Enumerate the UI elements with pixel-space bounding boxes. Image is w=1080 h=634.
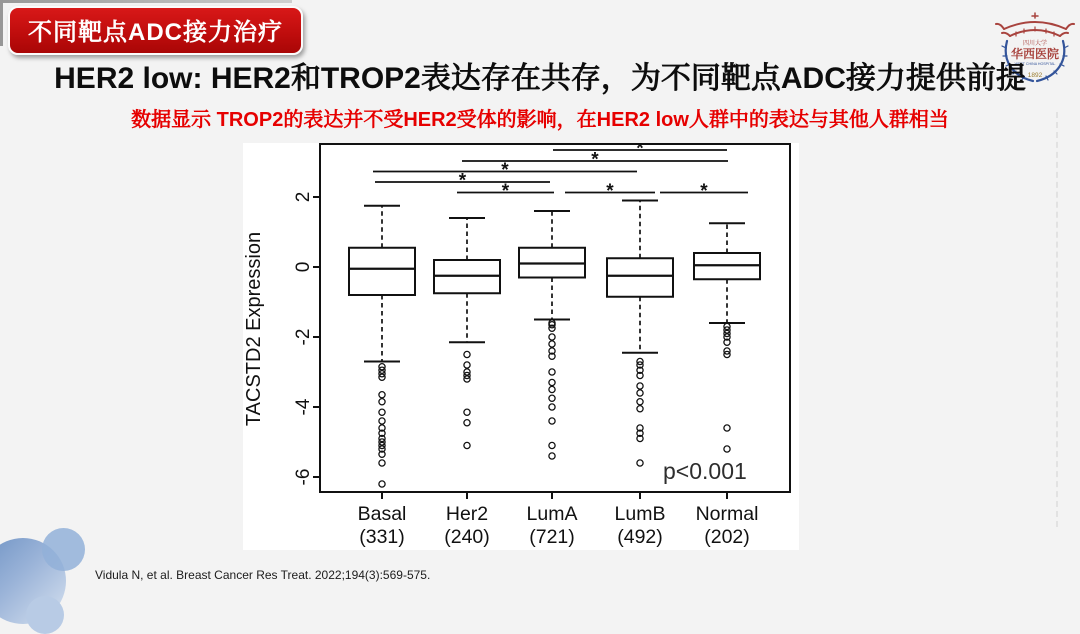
svg-text:*: * [700, 181, 708, 202]
boxplot-svg [243, 143, 799, 550]
logo-university-text: 四川大学 [1022, 41, 1048, 47]
svg-text:*: * [606, 181, 614, 202]
screen-edge-top [0, 0, 292, 3]
axes [243, 144, 790, 499]
svg-text:Normal: Normal [695, 503, 759, 525]
svg-text:Her2: Her2 [445, 503, 489, 525]
svg-text:*: * [591, 149, 599, 171]
decorative-circle-small [42, 528, 85, 571]
logo-hospital-text: 华西医院 [1010, 47, 1060, 61]
svg-text:(240): (240) [444, 526, 490, 548]
svg-text:(492): (492) [617, 526, 663, 548]
svg-text:2: 2 [293, 191, 314, 203]
logo-english-text: WEST CHINA HOSPITAL [1014, 62, 1056, 66]
slide-title: HER2 low: HER2和TROP2表达存在共存，为不同靶点ADC接力提供前提 [54, 62, 1026, 95]
svg-text:LumB: LumB [614, 503, 666, 525]
svg-text:(331): (331) [359, 526, 405, 548]
decorative-circle-tiny [26, 596, 64, 634]
logo-year-text: 1892 [1027, 72, 1043, 79]
svg-text:(202): (202) [704, 526, 750, 548]
svg-text:Basal: Basal [357, 503, 407, 525]
trop2-expression-boxplot [243, 143, 799, 550]
dashed-guideline [1056, 112, 1058, 527]
slide-subtitle: 数据显示 TROP2的表达并不受HER2受体的影响，在HER2 low人群中的表达与其他人群相当 [131, 109, 949, 131]
svg-text:0: 0 [293, 261, 314, 273]
svg-text:-6: -6 [293, 468, 314, 486]
citation-text: Vidula N, et al. Breast Cancer Res Treat. 2022;194(3):569-575. [95, 568, 431, 582]
section-badge: 不同靶点ADC接力治疗 [8, 6, 303, 55]
svg-text:*: * [501, 181, 510, 202]
screen-edge-left [0, 0, 3, 46]
svg-text:*: * [458, 170, 467, 192]
svg-text:TACSTD2 Expression: TACSTD2 Expression [243, 231, 265, 427]
svg-text:-2: -2 [293, 328, 314, 346]
svg-text:(721): (721) [529, 526, 575, 548]
svg-text:-4: -4 [293, 398, 314, 416]
logo-roof-icon [996, 13, 1074, 36]
svg-text:LumA: LumA [526, 503, 578, 525]
p-value-annotation [663, 458, 747, 484]
svg-text:*: * [501, 160, 509, 181]
svg-text:p<0.001: p<0.001 [663, 458, 747, 484]
svg-text:*: * [636, 143, 644, 160]
